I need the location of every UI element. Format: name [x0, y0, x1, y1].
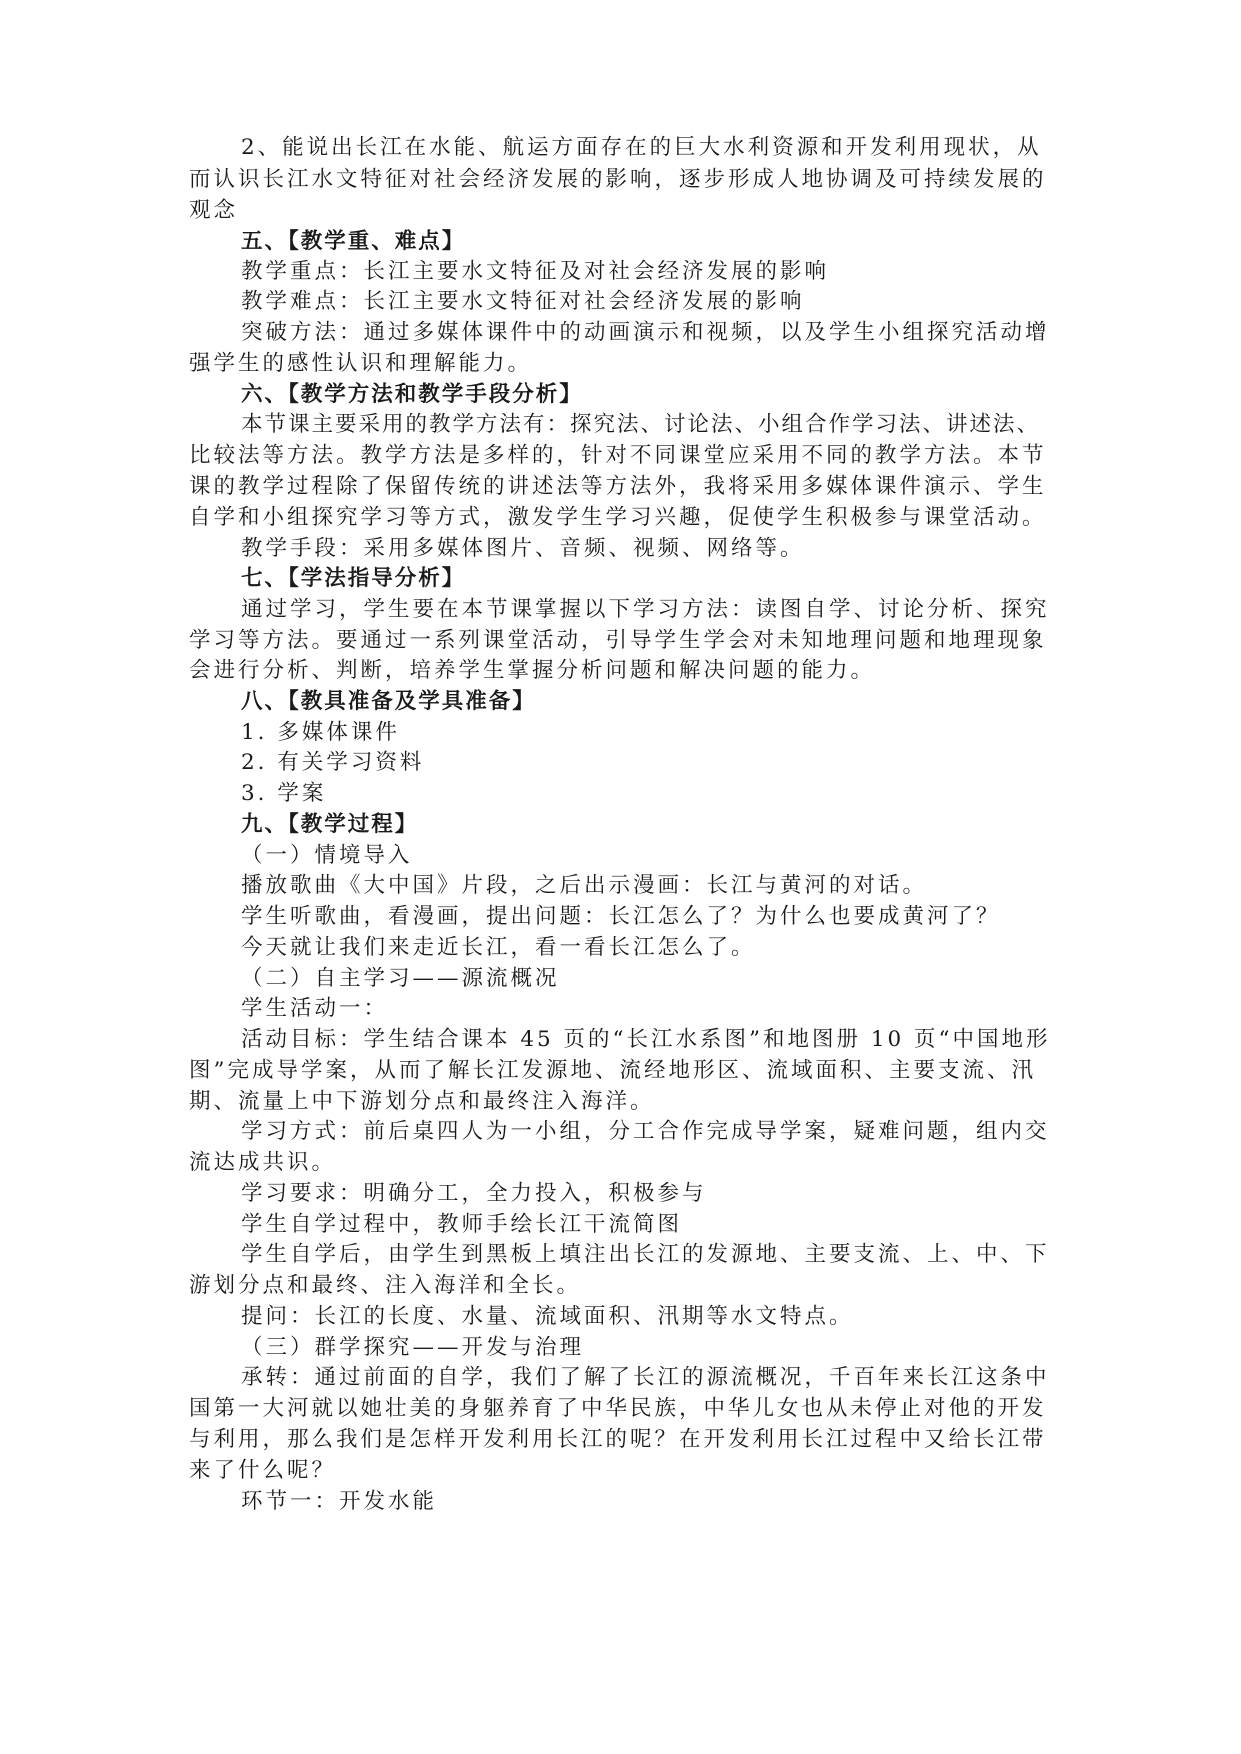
list-item: 2. 有关学习资料	[241, 750, 425, 775]
text-line: 学习方式：前后桌四人为一小组，分工合作完成导学案，疑难问题，组内交	[241, 1119, 1050, 1144]
text-line: 与利用，那么我们是怎样开发利用长江的呢？在开发利用长江过程中又给长江带	[189, 1427, 1047, 1452]
text-line: 活动目标：学生结合课本 45 页的“长江水系图”和地图册 10 页“中国地形	[241, 1027, 1051, 1052]
text-line: 流达成共识。	[189, 1150, 337, 1175]
subsection-heading: （一）情境导入	[241, 843, 413, 868]
section-heading: 五、【教学重、难点】	[241, 229, 466, 254]
text-line: 提问：长江的长度、水量、流域面积、汛期等水文特点。	[241, 1304, 854, 1329]
text-line: 环节一：开发水能	[241, 1489, 438, 1514]
text-line: 学习要求：明确分工，全力投入，积极参与	[241, 1181, 707, 1206]
text-line: 而认识长江水文特征对社会经济发展的影响，逐步形成人地协调及可持续发展的	[189, 167, 1047, 192]
text-line: 教学手段：采用多媒体图片、音频、视频、网络等。	[241, 536, 805, 561]
text-line: 游划分点和最终、注入海洋和全长。	[189, 1273, 582, 1298]
subsection-heading: （二）自主学习——源流概况	[241, 966, 560, 991]
text-line: 自学和小组探究学习等方式，激发学生学习兴趣，促使学生积极参与课堂活动。	[189, 505, 1047, 530]
text-line: 来了什么呢？	[189, 1458, 337, 1483]
section-heading: 七、【学法指导分析】	[241, 566, 466, 591]
section-heading: 九、【教学过程】	[241, 812, 419, 837]
text-line: 观念	[189, 198, 239, 223]
list-item: 1. 多媒体课件	[241, 720, 400, 745]
text-line: 学生自学后，由学生到黑板上填注出长江的发源地、主要支流、上、中、下	[241, 1242, 1050, 1267]
text-line: 承转：通过前面的自学，我们了解了长江的源流概况，千百年来长江这条中	[241, 1365, 1050, 1390]
text-line: 学生活动一：	[241, 996, 389, 1021]
section-heading: 八、【教具准备及学具准备】	[241, 689, 536, 714]
text-line: 强学生的感性认识和理解能力。	[189, 351, 533, 376]
text-line: 期、流量上中下游划分点和最终注入海洋。	[189, 1089, 655, 1114]
text-line: 课的教学过程除了保留传统的讲述法等方法外，我将采用多媒体课件演示、学生	[189, 474, 1047, 499]
text-line: 2、能说出长江在水能、航运方面存在的巨大水利资源和开发利用现状，从	[241, 135, 1042, 160]
text-line: 教学难点：长江主要水文特征对社会经济发展的影响	[241, 289, 805, 314]
text-line: 今天就让我们来走近长江，看一看长江怎么了。	[241, 935, 756, 960]
subsection-heading: （三）群学探究——开发与治理	[241, 1335, 585, 1360]
text-line: 学生自学过程中，教师手绘长江干流简图	[241, 1212, 683, 1237]
text-line: 图”完成导学案，从而了解长江发源地、流经地形区、流域面积、主要支流、汛	[189, 1058, 1036, 1083]
text-line: 会进行分析、判断，培养学生掌握分析问题和解决问题的能力。	[189, 658, 876, 683]
text-line: 播放歌曲《大中国》片段，之后出示漫画：长江与黄河的对话。	[241, 873, 928, 898]
text-line: 比较法等方法。教学方法是多样的，针对不同课堂应采用不同的教学方法。本节	[189, 443, 1047, 468]
text-line: 教学重点：长江主要水文特征及对社会经济发展的影响	[241, 259, 830, 284]
text-line: 学习等方法。要通过一系列课堂活动，引导学生学会对未知地理问题和地理现象	[189, 628, 1047, 653]
text-line: 国第一大河就以她壮美的身躯养育了中华民族，中华儿女也从未停止对他的开发	[189, 1396, 1047, 1421]
list-item: 3. 学案	[241, 781, 327, 806]
text-line: 本节课主要采用的教学方法有：探究法、讨论法、小组合作学习法、讲述法、	[241, 412, 1041, 437]
text-line: 学生听歌曲，看漫画，提出问题：长江怎么了？为什么也要成黄河了？	[241, 904, 1001, 929]
text-line: 突破方法：通过多媒体课件中的动画演示和视频，以及学生小组探究活动增	[241, 320, 1050, 345]
section-heading: 六、【教学方法和教学手段分析】	[241, 382, 583, 407]
text-line: 通过学习，学生要在本节课掌握以下学习方法：读图自学、讨论分析、探究	[241, 597, 1050, 622]
